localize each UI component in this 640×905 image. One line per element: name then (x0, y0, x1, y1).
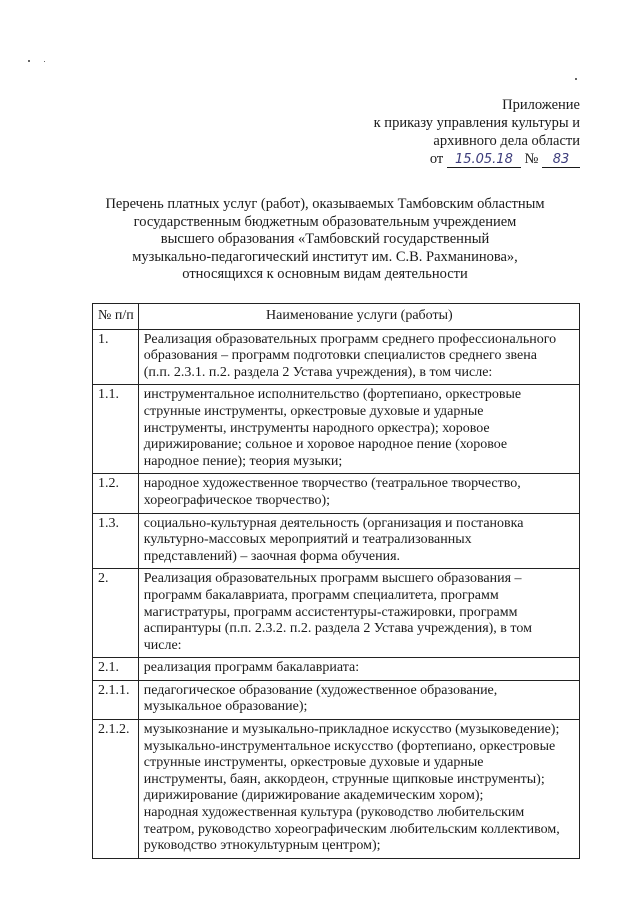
title-line: относящихся к основным видам деятельности (182, 266, 468, 283)
row-service-name (138, 513, 579, 569)
row-service-name (138, 474, 579, 513)
appendix-line: Приложение (502, 97, 580, 113)
service-text-line: музыкально-инструментальное искусство (фортепиано, оркестровые (143, 738, 556, 754)
appendix-line: архивного дела области (433, 133, 580, 149)
service-text-line: струнные инструменты, оркестровые духовые и ударные (143, 403, 484, 419)
row-service-name (138, 385, 579, 474)
service-text-line: магистратуры, программ ассистентуры-стажировки, программ (143, 604, 518, 620)
handwritten-date: 15.05.18 (447, 153, 521, 168)
number-prefix: № (524, 151, 539, 167)
appendix-date-line (374, 150, 580, 168)
title-line: музыкально-педагогический институт им. С.В. Рахманинова», (132, 248, 518, 265)
service-text-line: (п.п. 2.3.1. п.2. раздела 2 Устава учреждения), в том числе: (143, 364, 493, 380)
service-text-line: музыкознание и музыкально-прикладное искусство (музыковедение); (143, 722, 560, 738)
table-row (93, 680, 580, 719)
service-text-line: культурно-массовых мероприятий и театрализованных (143, 532, 472, 548)
row-service-name (138, 569, 579, 658)
document-title (90, 196, 560, 284)
row-service-name (138, 680, 579, 719)
service-text-line: аспирантуры (п.п. 2.3.2. п.2. раздела 2 Устава учреждения), в том (143, 621, 532, 637)
service-text-line: числе: (143, 637, 182, 653)
service-text-line: Реализация образовательных программ высшего образования – (143, 571, 522, 587)
service-text-line: педагогическое образование (художественное образование, (143, 682, 498, 698)
table-row (93, 474, 580, 513)
header-num: № п/п (93, 304, 139, 330)
row-number: 1. (93, 329, 139, 385)
service-text-line: народное пение); теория музыки; (143, 453, 343, 469)
row-number: 1.2. (93, 474, 139, 513)
service-text-line: инструментальное исполнительство (фортепиано, оркестровые (143, 387, 522, 403)
service-text-line: Реализация образовательных программ среднего профессионального (143, 331, 557, 347)
table-row (93, 658, 580, 681)
services-table (92, 303, 580, 859)
service-text-line: инструменты, баян, аккордеон, струнные щипковые инструменты); (143, 771, 545, 787)
service-text-line: хореографическое творчество); (143, 492, 331, 508)
row-service-name (138, 658, 579, 681)
service-text-line: струнные инструменты, оркестровые духовые и ударные (143, 755, 484, 771)
row-number: 2.1. (93, 658, 139, 681)
handwritten-number: 83 (542, 153, 580, 168)
service-text-line: дирижирование; сольное и хоровое народное пение (хоровое (143, 437, 508, 453)
table-row (93, 513, 580, 569)
appendix-line: к приказу управления культуры и (373, 115, 580, 131)
service-text-line: народная художественная культура (руководство любительским (143, 805, 525, 821)
service-text-line: социально-культурная деятельность (организация и постановка (143, 515, 524, 531)
service-text-line: программ бакалавриата, программ специалитета, программ (143, 587, 499, 603)
scan-speck (575, 78, 577, 80)
service-text-line: театром, руководство хореографическим любительским коллективом, (143, 821, 560, 837)
row-number: 1.1. (93, 385, 139, 474)
table-row (93, 385, 580, 474)
date-prefix: от (429, 151, 444, 167)
row-number: 2.1.2. (93, 720, 139, 859)
row-number: 2. (93, 569, 139, 658)
service-text-line: реализация программ бакалавриата: (143, 660, 360, 676)
title-line: государственным бюджетным образовательным учреждением (133, 213, 517, 230)
service-text-line: руководство этнокультурным центром); (143, 838, 381, 854)
title-line: высшего образования «Тамбовский государственный (160, 231, 490, 248)
row-number: 1.3. (93, 513, 139, 569)
table-header-row (93, 304, 580, 330)
table-row (93, 329, 580, 385)
row-service-name (138, 329, 579, 385)
service-text-line: представлений) – заочная форма обучения. (143, 548, 401, 564)
table-body (93, 329, 580, 858)
service-text-line: дирижирование (дирижирование академическим хором); (143, 788, 484, 804)
service-text-line: музыкальное образование); (143, 699, 308, 715)
scan-speck (28, 60, 30, 62)
title-line: Перечень платных услуг (работ), оказываемых Тамбовским областным (105, 196, 545, 212)
scan-speck (44, 61, 45, 62)
table-row (93, 720, 580, 859)
service-text-line: инструменты, инструменты народного оркестра); хоровое (143, 420, 490, 436)
row-number: 2.1.1. (93, 680, 139, 719)
header-name: Наименование услуги (работы) (138, 304, 579, 330)
row-service-name (138, 720, 579, 859)
appendix-block (374, 96, 580, 168)
service-text-line: образования – программ подготовки специалистов среднего звена (143, 348, 537, 364)
table-row (93, 569, 580, 658)
service-text-line: народное художественное творчество (театральное творчество, (143, 476, 521, 492)
